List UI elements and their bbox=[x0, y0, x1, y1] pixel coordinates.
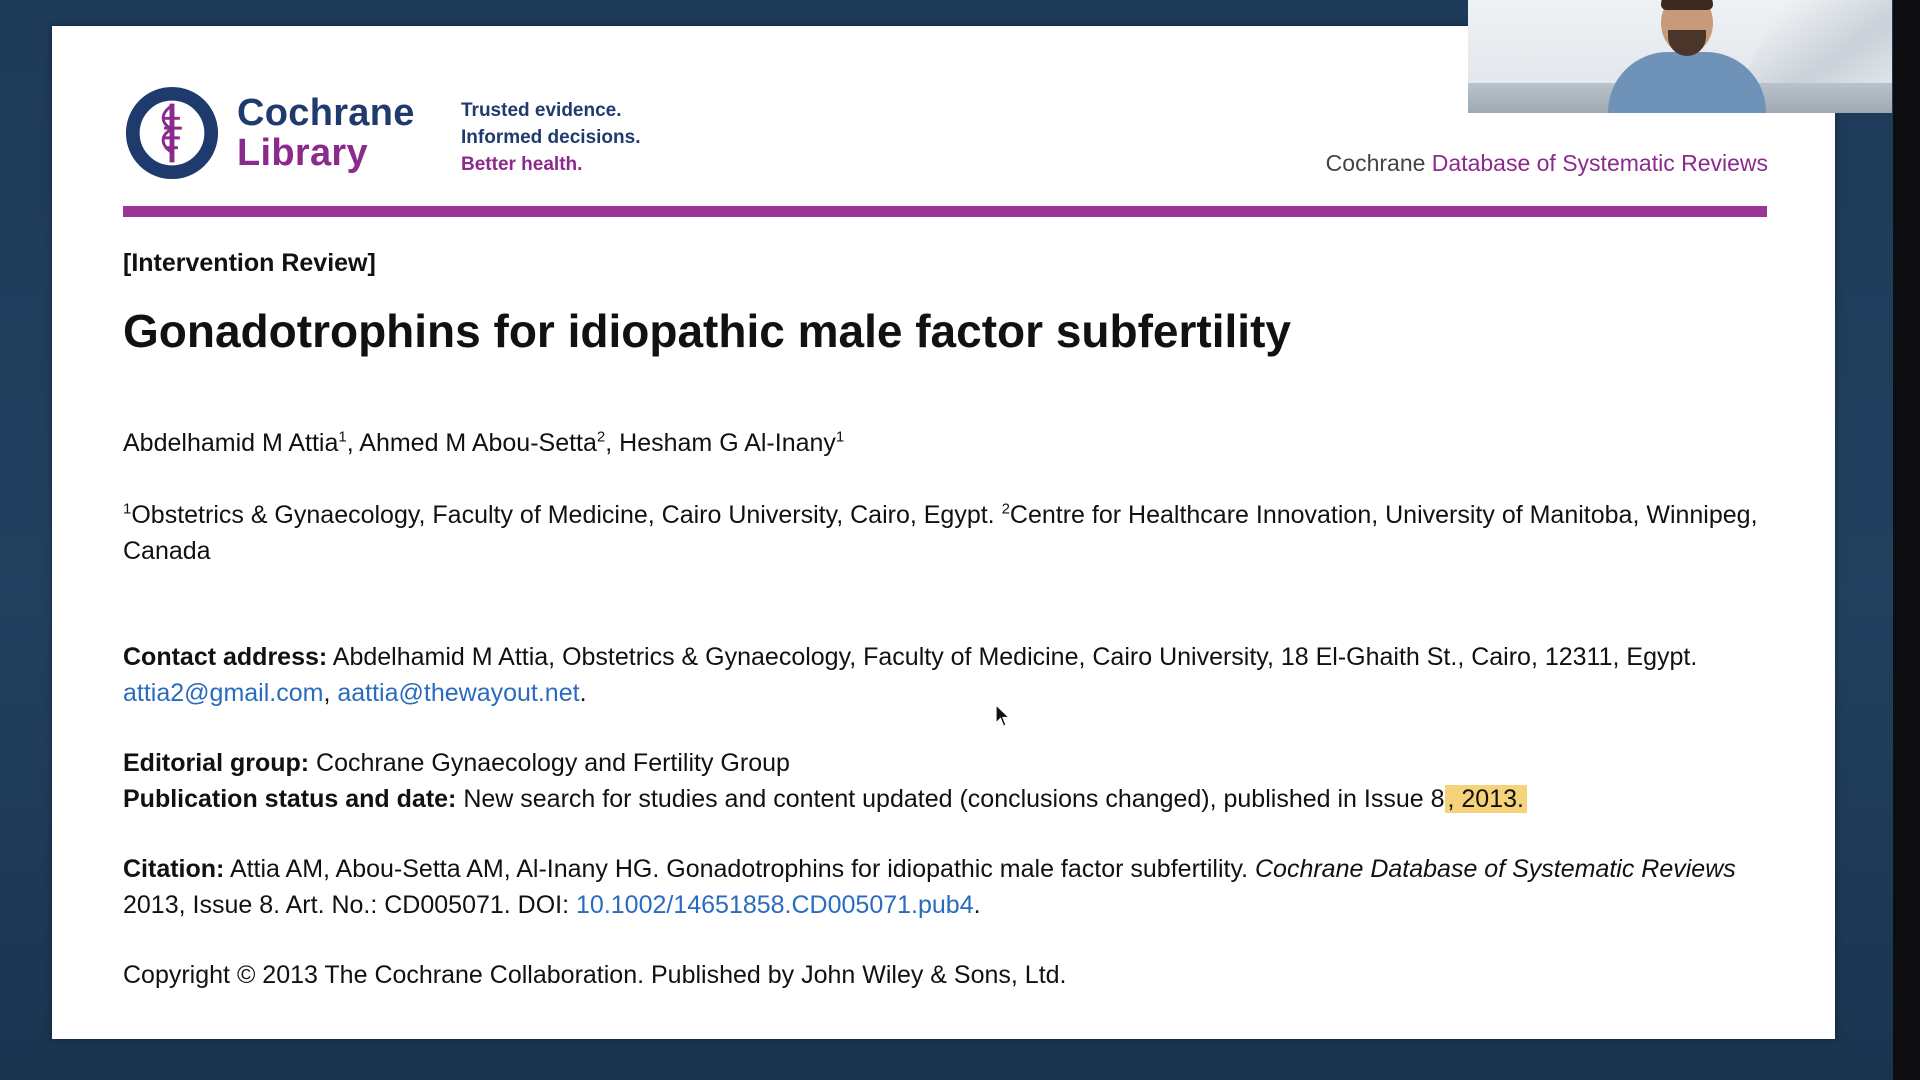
status-text: New search for studies and content updated (conclusions changed), published in Issue 8 bbox=[456, 785, 1445, 813]
highlighted-year: , 2013. bbox=[1445, 785, 1527, 813]
review-type: [Intervention Review] bbox=[123, 249, 376, 277]
email-link-2[interactable]: aattia@thewayout.net bbox=[337, 679, 580, 707]
contact-label: Contact address: bbox=[123, 643, 328, 671]
email-separator: , bbox=[323, 679, 338, 707]
affiliation-marker: 1 bbox=[123, 500, 132, 518]
database-prefix: Cochrane bbox=[1325, 150, 1426, 176]
cochrane-logo-icon bbox=[123, 84, 221, 182]
author-affiliation-marker: 2 bbox=[596, 428, 606, 446]
doi-link[interactable]: 10.1002/14651858.CD005071.pub4 bbox=[576, 891, 974, 919]
tagline bbox=[461, 97, 640, 178]
document-page bbox=[52, 26, 1835, 1039]
tagline-line-3: Better health. bbox=[461, 154, 583, 175]
author-name: Ahmed M Abou-Setta bbox=[359, 429, 597, 457]
affiliation-text: Centre for Healthcare Innovation, University of Manitoba, Winnipeg, Canada bbox=[123, 501, 1758, 565]
mouse-cursor-icon bbox=[995, 704, 1011, 728]
presenter-hair bbox=[1661, 0, 1713, 10]
logo-wordmark bbox=[237, 94, 415, 172]
contact-end: . bbox=[579, 679, 587, 707]
citation-journal: Cochrane Database of Systematic Reviews bbox=[1254, 855, 1736, 883]
database-name: Database of Systematic Reviews bbox=[1431, 150, 1768, 176]
database-title bbox=[1326, 150, 1768, 177]
affiliation-marker: 2 bbox=[1001, 500, 1010, 518]
author-affiliation-marker: 1 bbox=[338, 428, 347, 446]
author-affiliation-marker: 1 bbox=[835, 428, 845, 446]
author-list bbox=[123, 425, 1773, 461]
document-body bbox=[123, 245, 1773, 993]
copyright: Copyright © 2013 The Cochrane Collaboration. Published by John Wiley & Sons, Ltd. bbox=[123, 961, 1067, 989]
status-label: Publication status and date: bbox=[123, 785, 457, 813]
contact-address bbox=[123, 639, 1773, 711]
contact-text: Abdelhamid M Attia, Obstetrics & Gynaecology, Faculty of Medicine, Cairo University, 18 El-Ghaith St., Cairo, 12311, Egypt. bbox=[327, 643, 1698, 671]
author-separator: , bbox=[346, 429, 360, 457]
citation-label: Citation: bbox=[123, 855, 225, 883]
citation-text: Attia AM, Abou-Setta AM, Al-Inany HG. Gonadotrophins for idiopathic male factor subfertility. bbox=[224, 855, 1255, 883]
email-link-1[interactable]: attia2@gmail.com bbox=[123, 679, 324, 707]
author-separator: , bbox=[605, 429, 620, 457]
affiliation-text: Obstetrics & Gynaecology, Faculty of Medicine, Cairo University, Cairo, Egypt. bbox=[131, 501, 1002, 529]
header-rule bbox=[123, 206, 1767, 217]
tagline-line-1: Trusted evidence. bbox=[461, 100, 622, 121]
author-name: Hesham G Al-Inany bbox=[619, 429, 836, 457]
webcam-overlay bbox=[1468, 0, 1892, 113]
citation bbox=[123, 851, 1773, 923]
page-title: Gonadotrophins for idiopathic male factor subfertility bbox=[123, 305, 1291, 357]
editorial-group bbox=[123, 745, 1773, 781]
window-edge bbox=[1893, 0, 1920, 1080]
logo-line-2: Library bbox=[237, 132, 368, 174]
author-name: Abdelhamid M Attia bbox=[123, 429, 339, 457]
affiliations bbox=[123, 497, 1773, 569]
cochrane-logo bbox=[123, 84, 415, 182]
logo-line-1: Cochrane bbox=[237, 92, 415, 134]
presenter-body bbox=[1608, 52, 1766, 113]
tagline-line-2: Informed decisions. bbox=[461, 127, 641, 148]
citation-end: . bbox=[973, 891, 981, 919]
editorial-label: Editorial group: bbox=[123, 749, 310, 777]
editorial-text: Cochrane Gynaecology and Fertility Group bbox=[309, 749, 790, 777]
citation-rest: 2013, Issue 8. Art. No.: CD005071. DOI: bbox=[123, 891, 577, 919]
publication-status bbox=[123, 781, 1773, 817]
